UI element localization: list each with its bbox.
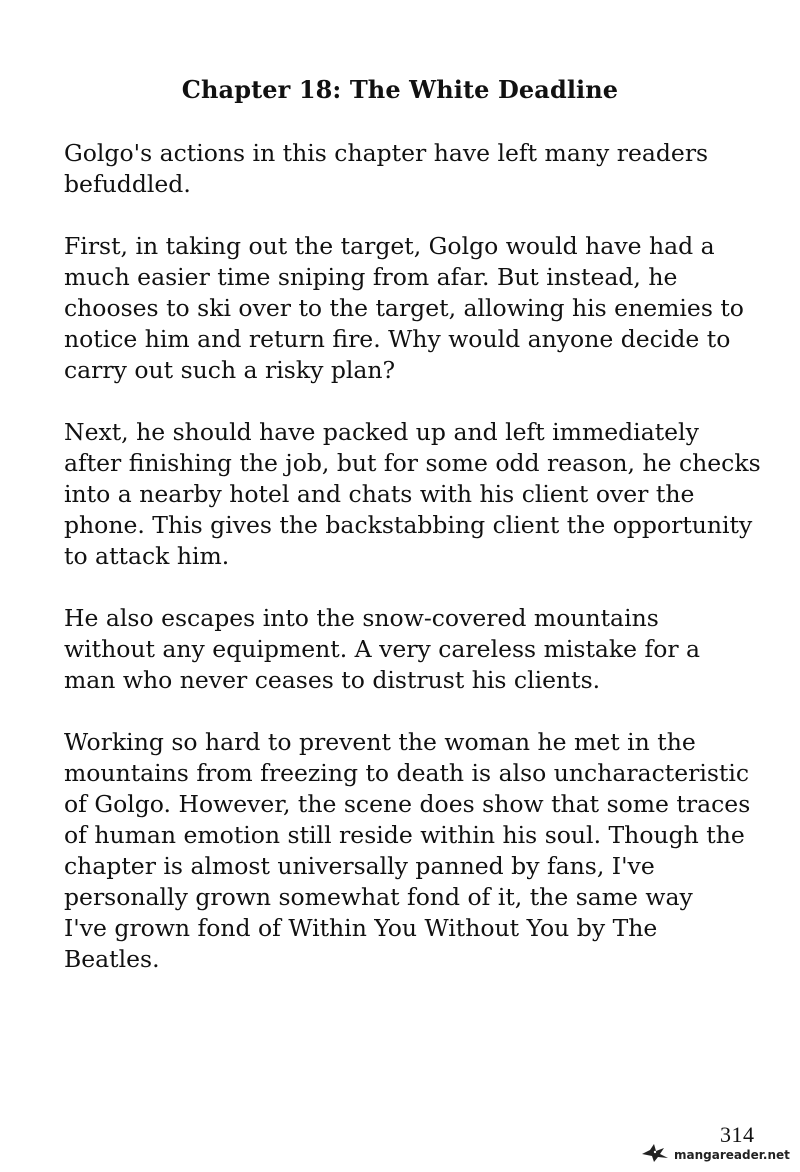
text-line: Working so hard to prevent the woman he met in the <box>64 728 696 756</box>
text-line: chapter is almost universally panned by fans, I've <box>64 852 655 880</box>
text-line: without any equipment. A very careless mistake for a <box>64 635 701 663</box>
text-line: of human emotion still reside within his soul. Though the <box>64 821 745 849</box>
page-number: 314 <box>720 1122 755 1147</box>
body-text <box>64 138 764 1006</box>
text-line: carry out such a risky plan? <box>64 356 396 384</box>
watermark-text: mangareader.net <box>674 1148 790 1162</box>
text-line: I've grown fond of Within You Without You by The <box>64 914 658 942</box>
text-line: Beatles. <box>64 945 160 973</box>
chapter-title: Chapter 18: The White Deadline <box>181 75 619 104</box>
text-line: man who never ceases to distrust his clients. <box>64 666 601 694</box>
text-line: phone. This gives the backstabbing client the opportunity <box>64 511 753 539</box>
text-line: of Golgo. However, the scene does show that some traces <box>64 790 751 818</box>
text-line: much easier time sniping from afar. But instead, he <box>64 263 678 291</box>
paragraph <box>64 417 764 572</box>
bird-icon <box>640 1142 670 1168</box>
text-line: Next, he should have packed up and left immediately <box>64 418 699 446</box>
text-line: into a nearby hotel and chats with his client over the <box>64 480 695 508</box>
text-line: He also escapes into the snow-covered mountains <box>64 604 659 632</box>
text-line: chooses to ski over to the target, allowing his enemies to <box>64 294 744 322</box>
text-line: personally grown somewhat fond of it, the same way <box>64 883 693 911</box>
text-line: First, in taking out the target, Golgo would have had a <box>64 232 715 260</box>
watermark[interactable] <box>640 1140 800 1170</box>
paragraph <box>64 727 764 975</box>
text-line: after finishing the job, but for some odd reason, he checks <box>64 449 761 477</box>
text-line: befuddled. <box>64 170 191 198</box>
paragraph <box>64 603 764 696</box>
text-line: Golgo's actions in this chapter have left many readers <box>64 139 709 167</box>
paragraph <box>64 231 764 386</box>
text-line: notice him and return fire. Why would anyone decide to <box>64 325 731 353</box>
paragraph <box>64 138 764 200</box>
text-line: mountains from freezing to death is also uncharacteristic <box>64 759 750 787</box>
text-line: to attack him. <box>64 542 230 570</box>
